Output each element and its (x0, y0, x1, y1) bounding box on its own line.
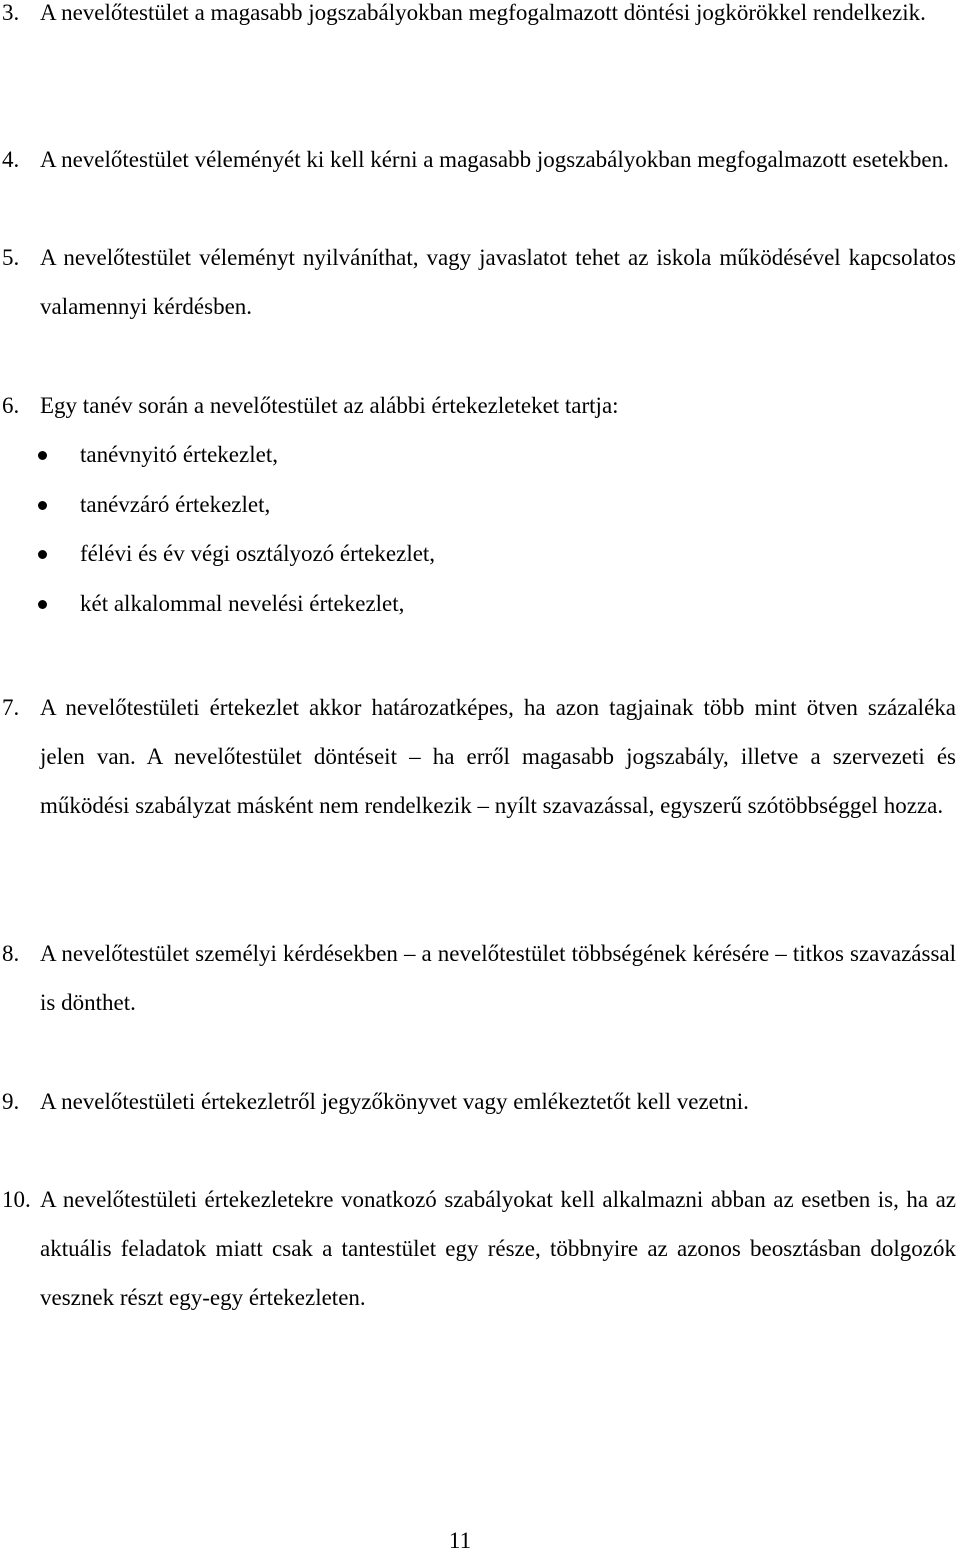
item-text: A nevelőtestület a magasabb jogszabályokban megfogalmazott döntési jogkörökkel rendelkezik. (40, 0, 926, 25)
bullet-item (0, 430, 960, 480)
item-text: A nevelőtestületi értekezletekre vonatkozó szabályokat kell alkalmazni abban az esetben is, ha az aktuális feladatok miatt csak a tantestület egy része, többnyire az azonos beosztásban dolgozók vesznek részt egy-egy értekezleten. (40, 1187, 956, 1310)
item-number: 10. (2, 1187, 31, 1212)
bullet-icon (38, 451, 47, 460)
list-item-10 (0, 1175, 960, 1322)
list-item-3 (0, 0, 960, 37)
item-number: 3. (2, 0, 20, 25)
item-text: A nevelőtestületi értekezletről jegyzőkönyvet vagy emlékeztetőt kell vezetni. (40, 1089, 749, 1114)
item-number: 7. (2, 695, 20, 720)
item-number: 5. (2, 245, 20, 270)
list-item-9 (0, 1077, 960, 1126)
list-item-5 (0, 233, 960, 331)
list-item-7 (0, 683, 960, 830)
item-text: A nevelőtestület személyi kérdésekben – a nevelőtestület többségének kérésére – titkos szavazással is dönthet. (40, 941, 956, 1015)
bullet-icon (38, 501, 47, 510)
bullet-text: tanévnyitó értekezlet, (80, 442, 278, 467)
meeting-list (0, 430, 960, 628)
item-text: A nevelőtestületi értekezlet akkor határozatképes, ha azon tagjainak több mint ötven százaléka jelen van. A nevelőtestület döntéseit – ha erről magasabb jogszabály, illetve a szervezeti és működési szabályzat másként nem rendelkezik – nyílt szavazással, egyszerű szótöbbséggel hozza. (40, 695, 956, 818)
item-number: 8. (2, 941, 20, 966)
bullet-item (0, 480, 960, 530)
item-number: 4. (2, 147, 20, 172)
bullet-text: tanévzáró értekezlet, (80, 491, 271, 517)
page-number: 11 (448, 1528, 472, 1553)
item-number: 9. (2, 1089, 20, 1114)
bullet-text: félévi és év végi osztályozó értekezlet, (80, 541, 436, 566)
bullet-text: két alkalommal nevelési értekezlet, (80, 590, 405, 616)
item-text: A nevelőtestület véleményt nyilváníthat, vagy javaslatot tehet az iskola működésével kapcsolatos valamennyi kérdésben. (40, 245, 956, 319)
bullet-item (0, 529, 960, 579)
list-item-6 (0, 381, 960, 430)
bullet-icon (38, 600, 47, 609)
bullet-icon (38, 550, 47, 559)
item-text: Egy tanév során a nevelőtestület az alábbi értekezleteket tartja: (40, 393, 619, 418)
list-item-4 (0, 135, 960, 184)
item-number: 6. (2, 393, 20, 418)
bullet-item (0, 579, 960, 629)
item-text: A nevelőtestület véleményét ki kell kérni a magasabb jogszabályokban megfogalmazott esetekben. (40, 147, 949, 172)
list-item-8 (0, 929, 960, 1027)
